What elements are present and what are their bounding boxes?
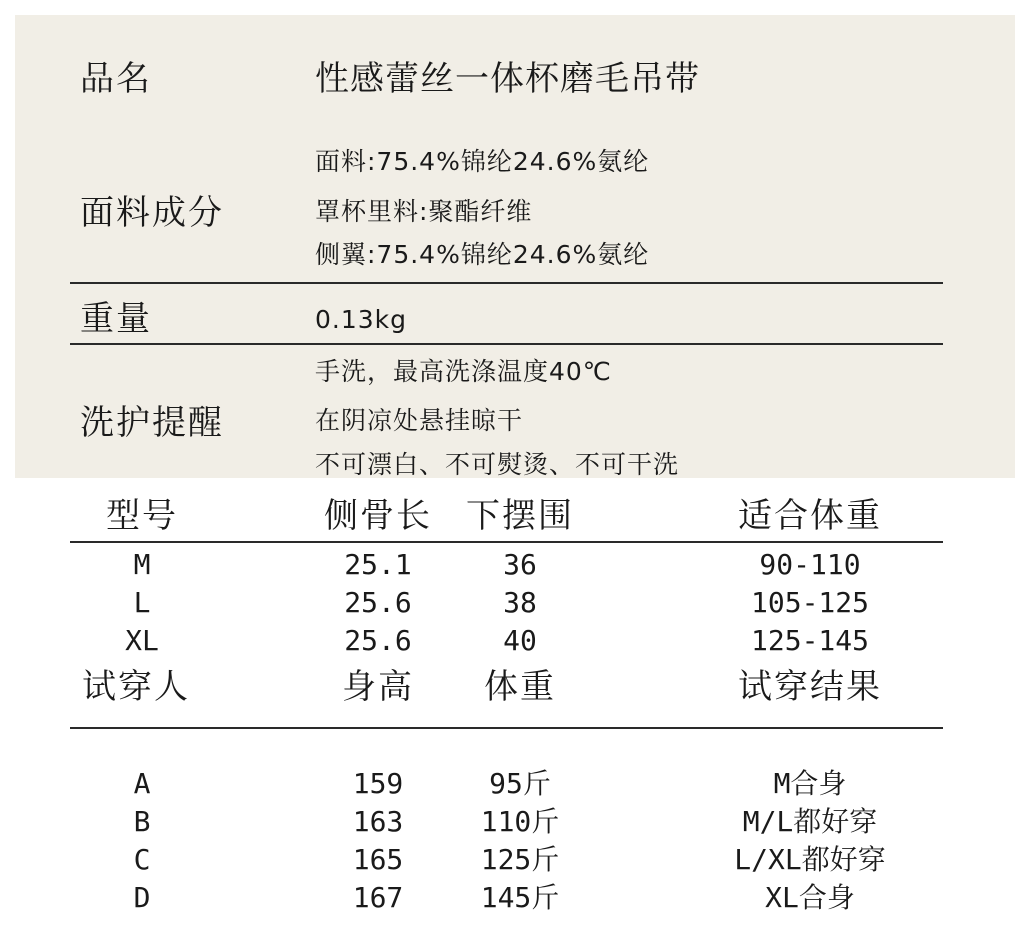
fit-cell: 125斤 <box>480 843 560 876</box>
fabric-label: 面料成分 <box>80 193 224 233</box>
care-line: 在阴凉处悬挂晾干 <box>315 406 524 435</box>
care-line: 手洗，最高洗涤温度40℃ <box>315 357 612 386</box>
fit-cell: M合身 <box>773 767 847 800</box>
fit-cell: B <box>133 805 151 838</box>
fit-cell: A <box>133 767 151 800</box>
size-cell: 25.6 <box>344 586 412 619</box>
size-header-hem: 下摆围 <box>466 496 574 536</box>
fit-cell: 163 <box>352 805 404 838</box>
size-header-side-length: 侧骨长 <box>324 496 432 536</box>
fit-header-tester: 试穿人 <box>82 667 190 707</box>
fit-header-height: 身高 <box>342 667 414 707</box>
size-cell: 40 <box>503 624 537 657</box>
fabric-line: 罩杯里料:聚酯纤维 <box>315 197 533 226</box>
fit-cell: 110斤 <box>480 805 560 838</box>
size-cell: 25.1 <box>344 548 412 581</box>
fit-cell: 95斤 <box>489 767 551 800</box>
divider <box>70 727 943 729</box>
fit-cell: M/L都好穿 <box>742 805 878 838</box>
size-cell: 36 <box>503 548 537 581</box>
fit-cell: 159 <box>352 767 404 800</box>
fabric-line: 侧翼:75.4%锦纶24.6%氨纶 <box>315 240 650 269</box>
size-cell: 90-110 <box>759 548 861 581</box>
fabric-line: 面料:75.4%锦纶24.6%氨纶 <box>315 147 650 176</box>
product-name-value: 性感蕾丝一体杯磨毛吊带 <box>315 59 700 99</box>
weight-value: 0.13kg <box>315 305 408 334</box>
fit-cell: C <box>133 843 151 876</box>
size-cell: 125-145 <box>750 624 870 657</box>
fit-cell: L/XL都好穿 <box>734 843 886 876</box>
size-cell: XL <box>125 624 159 657</box>
size-cell: 25.6 <box>344 624 412 657</box>
size-cell: 38 <box>503 586 537 619</box>
size-header-model: 型号 <box>106 496 178 536</box>
size-cell: 105-125 <box>750 586 870 619</box>
size-header-weight-range: 适合体重 <box>738 496 882 536</box>
fit-cell: 165 <box>352 843 404 876</box>
size-cell: L <box>133 586 151 619</box>
divider <box>70 343 943 345</box>
fit-cell: D <box>133 881 151 914</box>
size-cell: M <box>133 548 151 581</box>
weight-label: 重量 <box>80 299 152 339</box>
product-name-label: 品名 <box>80 59 152 99</box>
divider <box>70 282 943 284</box>
fit-cell: 167 <box>352 881 404 914</box>
care-line: 不可漂白、不可熨烫、不可干洗 <box>315 450 680 479</box>
divider <box>70 541 943 543</box>
care-label: 洗护提醒 <box>80 403 224 443</box>
fit-cell: XL合身 <box>765 881 855 914</box>
fit-header-result: 试穿结果 <box>738 667 882 707</box>
fit-cell: 145斤 <box>480 881 560 914</box>
fit-header-weight: 体重 <box>484 667 556 707</box>
